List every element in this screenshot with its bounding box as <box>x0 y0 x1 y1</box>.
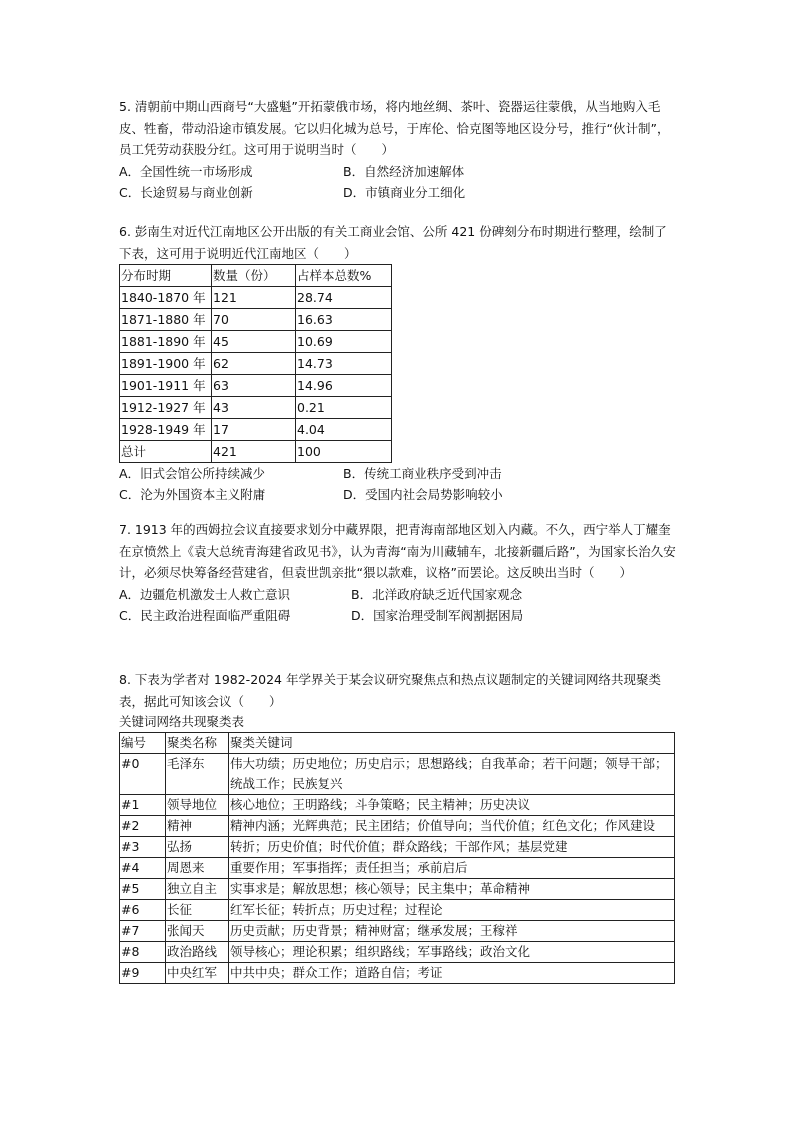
table-cell: 63 <box>212 375 296 397</box>
table-cell: 1912-1927 年 <box>120 397 212 419</box>
question-5 <box>119 96 679 203</box>
table-cell: #3 <box>120 837 166 858</box>
question-7-stem: 7. 1913 年的西姆拉会议直接要求划分中藏界限，把青海南部地区划入内藏。不久，西宁举人丁耀奎在京愤然上《袁大总统青海建省政见书》，认为青海“南为川藏辅车，北接新疆后路”，为国家长治久安计，必须尽快筹备经营建省，但袁世凯亲批“猥以款难，议格”而罢论。这反映出当时（ ） <box>119 522 676 580</box>
table-cell: 转折；历史价值；时代价值；群众路线；干部作风；基层党建 <box>229 837 675 858</box>
table-cell: 领导核心；理论积累；组织路线；军事路线；政治文化 <box>229 942 675 963</box>
table-total-row <box>120 441 392 463</box>
table-cell: 独立自主 <box>166 879 229 900</box>
table-cell: 中央红军 <box>166 963 229 984</box>
table-cell: #7 <box>120 921 166 942</box>
question-8-stem: 8. 下表为学者对 1982-2024 年学界关于某会议研究聚焦点和热点议题制定的关键词网络共现聚类表，据此可知该会议（ ） <box>119 672 661 709</box>
table-header-cell: 占样本总数% <box>296 265 392 287</box>
table-row <box>120 375 392 397</box>
table-cell: 总计 <box>120 441 212 463</box>
table-cell: 1881-1890 年 <box>120 331 212 353</box>
option-b: B．北洋政府缺乏近代国家观念 <box>351 586 523 602</box>
table-cell: 121 <box>212 287 296 309</box>
table-cell: 100 <box>296 441 392 463</box>
table-row <box>120 900 675 921</box>
table-row <box>120 963 675 984</box>
table-header-cell: 分布时期 <box>120 265 212 287</box>
question-5-stem: 5. 清朝前中期山西商号“大盛魁”开拓蒙俄市场，将内地丝绸、茶叶、瓷器运往蒙俄，从当地购入毛皮、牲畜，带动沿途市镇发展。它以归化城为总号，于库伦、恰克图等地区设分号，推行“伙计制”，员工凭劳动获股分红。这可用于说明当时（ ） <box>119 99 670 157</box>
table-cell: 14.73 <box>296 353 392 375</box>
table-row <box>120 353 392 375</box>
option-d: D．国家治理受制军阀割据困局 <box>351 607 524 623</box>
table-cell: 70 <box>212 309 296 331</box>
table-header-cell: 聚类名称 <box>166 733 229 754</box>
table-cell: 421 <box>212 441 296 463</box>
table-cell: 精神 <box>166 816 229 837</box>
table-cell: 28.74 <box>296 287 392 309</box>
table-cell: 周恩来 <box>166 858 229 879</box>
table-cell: 14.96 <box>296 375 392 397</box>
question-7-options <box>119 584 679 626</box>
table-cell: 1840-1870 年 <box>120 287 212 309</box>
table-cell: 毛泽东 <box>166 754 229 795</box>
table-cell: #4 <box>120 858 166 879</box>
table-cell: 历史贡献；历史背景；精神财富；继承发展；王稼祥 <box>229 921 675 942</box>
table-cell: 1891-1900 年 <box>120 353 212 375</box>
table-cell: 45 <box>212 331 296 353</box>
table-cell: 伟大功绩；历史地位；历史启示；思想路线；自我革命；若干问题；领导干部；统战工作；民族复兴 <box>229 754 675 795</box>
table-cell: 弘扬 <box>166 837 229 858</box>
table-row <box>120 837 675 858</box>
table-cell: 核心地位；王明路线；斗争策略；民主精神；历史决议 <box>229 795 675 816</box>
table-cell: 重要作用；军事指挥；责任担当；承前启后 <box>229 858 675 879</box>
table-cell: 1901-1911 年 <box>120 375 212 397</box>
table-cell: 红军长征；转折点；历史过程；过程论 <box>229 900 675 921</box>
table-cell: 4.04 <box>296 419 392 441</box>
question-5-options <box>119 161 679 203</box>
table-row <box>120 879 675 900</box>
table-caption: 关键词网络共现聚类表 <box>119 714 245 729</box>
option-b: B．传统工商业秩序受到冲击 <box>343 466 502 481</box>
table-cell: #6 <box>120 900 166 921</box>
option-a: A．旧式会馆公所持续减少 <box>119 466 266 481</box>
table-row <box>120 921 675 942</box>
table-row <box>120 942 675 963</box>
table-cell: #5 <box>120 879 166 900</box>
table-cell: 长征 <box>166 900 229 921</box>
table-cell: #1 <box>120 795 166 816</box>
distribution-table <box>119 264 392 463</box>
table-row <box>120 397 392 419</box>
keyword-cluster-table <box>119 732 675 984</box>
option-a: A．边疆危机激发士人救亡意识 <box>119 586 291 602</box>
table-cell: 实事求是；解放思想；核心领导；民主集中；革命精神 <box>229 879 675 900</box>
table-cell: 精神内涵；光辉典范；民主团结；价值导向；当代价值；红色文化；作风建设 <box>229 816 675 837</box>
table-cell: 16.63 <box>296 309 392 331</box>
table-header-cell: 聚类关键词 <box>229 733 675 754</box>
table-cell: #8 <box>120 942 166 963</box>
table-row <box>120 331 392 353</box>
table-header-cell: 数量（份） <box>212 265 296 287</box>
option-d: D．受国内社会局势影响较小 <box>343 487 503 502</box>
table-cell: 43 <box>212 397 296 419</box>
table-row <box>120 309 392 331</box>
question-6-options <box>119 463 679 505</box>
table-cell: 17 <box>212 419 296 441</box>
question-6 <box>119 221 679 505</box>
table-row <box>120 795 675 816</box>
table-cell: 62 <box>212 353 296 375</box>
option-c: C．长途贸易与商业创新 <box>119 184 253 200</box>
table-cell: #9 <box>120 963 166 984</box>
table-cell: #2 <box>120 816 166 837</box>
option-c: C．民主政治进程面临严重阻碍 <box>119 607 291 623</box>
question-8 <box>119 669 679 984</box>
table-cell: 0.21 <box>296 397 392 419</box>
table-cell: 10.69 <box>296 331 392 353</box>
table-row <box>120 419 392 441</box>
option-c: C．沦为外国资本主义附庸 <box>119 487 266 502</box>
table-cell: 政治路线 <box>166 942 229 963</box>
question-6-stem: 6. 彭南生对近代江南地区公开出版的有关工商业会馆、公所 421 份碑刻分布时期进行整理，绘制了下表，这可用于说明近代江南地区（ ） <box>119 224 667 261</box>
table-row <box>120 754 675 795</box>
table-cell: 1871-1880 年 <box>120 309 212 331</box>
table-cell: 中共中央；群众工作；道路自信；考证 <box>229 963 675 984</box>
table-row <box>120 816 675 837</box>
table-cell: 领导地位 <box>166 795 229 816</box>
option-a: A．全国性统一市场形成 <box>119 163 253 179</box>
table-row <box>120 287 392 309</box>
table-cell: #0 <box>120 754 166 795</box>
table-header-row <box>120 733 675 754</box>
table-header-row <box>120 265 392 287</box>
option-d: D．市镇商业分工细化 <box>343 184 466 200</box>
table-cell: 张闻天 <box>166 921 229 942</box>
table-cell: 1928-1949 年 <box>120 419 212 441</box>
table-header-cell: 编号 <box>120 733 166 754</box>
question-7 <box>119 519 679 626</box>
option-b: B．自然经济加速解体 <box>343 163 465 179</box>
table-row <box>120 858 675 879</box>
